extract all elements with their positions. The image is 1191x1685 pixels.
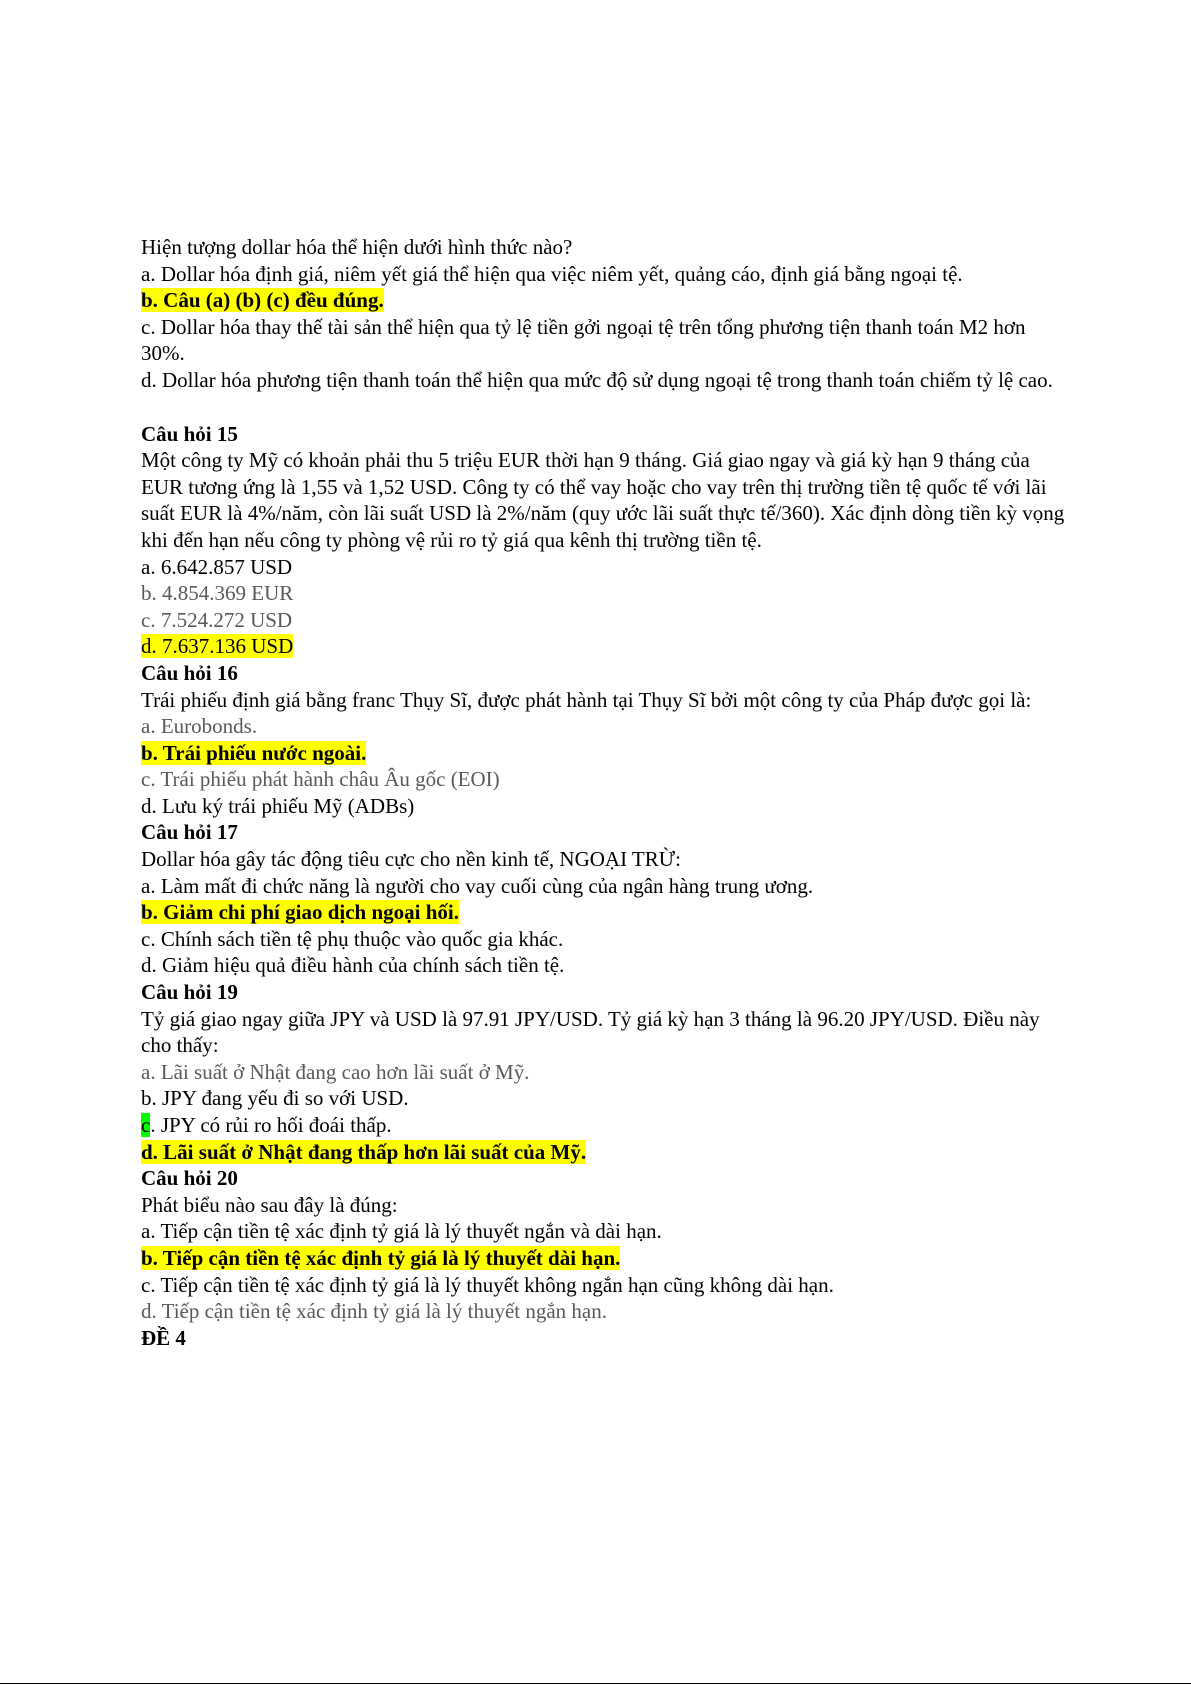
- option-c: c. Tiếp cận tiền tệ xác định tỷ giá là lý thuyết không ngắn hạn cũng không dài hạn.: [141, 1272, 834, 1297]
- question-title-20: Câu hỏi 20: [141, 1166, 238, 1191]
- section-heading: ĐỀ 4: [141, 1325, 186, 1350]
- footer-divider: [0, 1683, 1191, 1684]
- option-d: d. Giảm hiệu quả điều hành của chính sách tiền tệ.: [141, 953, 565, 978]
- option-c: c. Trái phiếu phát hành châu Âu gốc (EOI): [141, 767, 500, 792]
- option-d: d. Dollar hóa phương tiện thanh toán thể hiện qua mức độ sử dụng ngoại tệ trong thanh toán chiếm tỷ lệ cao.: [141, 367, 1053, 392]
- option-b-correct: b. Trái phiếu nước ngoài.: [141, 740, 367, 765]
- option-b: b. JPY đang yếu đi so với USD.: [141, 1086, 409, 1111]
- question-text-15: Một công ty Mỹ có khoản phải thu 5 triệu EUR thời hạn 9 tháng. Giá giao ngay và giá kỳ hạn 9 tháng của EUR tương ứng là 1,55 và 1,52 USD. Công ty có thể vay hoặc cho vay trên thị trường tiền tệ quốc tế với lãi suất EUR là 4%/năm, còn lãi suất USD là 2%/năm (quy ước lãi suất thực tế/360). Xác định dòng tiền kỳ vọng khi đến hạn nếu công ty phòng vệ rủi ro tỷ giá qua kênh thị trường tiền tệ.: [141, 448, 1065, 552]
- question-text: Hiện tượng dollar hóa thể hiện dưới hình thức nào?: [141, 235, 573, 259]
- option-a: a. Dollar hóa định giá, niêm yết giá thể hiện qua việc niêm yết, quảng cáo, định giá bằng ngoại tệ.: [141, 261, 963, 286]
- question-text-17: Dollar hóa gây tác động tiêu cực cho nền kinh tế, NGOẠI TRỪ:: [141, 847, 681, 872]
- option-c: c. Chính sách tiền tệ phụ thuộc vào quốc gia khác.: [141, 926, 564, 951]
- option-c: [141, 1112, 1071, 1139]
- option-d: d. Lưu ký trái phiếu Mỹ (ADBs): [141, 793, 415, 818]
- option-b-correct: b. Tiếp cận tiền tệ xác định tỷ giá là lý thuyết dài hạn.: [141, 1245, 621, 1270]
- option-a: a. Eurobonds.: [141, 714, 258, 739]
- option-b: b. 4.854.369 EUR: [141, 581, 294, 606]
- option-c-letter-highlight: c: [141, 1113, 151, 1137]
- option-a: a. Làm mất đi chức năng là người cho vay cuối cùng của ngân hàng trung ương.: [141, 873, 814, 898]
- option-d-correct: d. Lãi suất ở Nhật đang thấp hơn lãi suất của Mỹ.: [141, 1139, 587, 1164]
- question-text-16: Trái phiếu định giá bằng franc Thụy Sĩ, được phát hành tại Thụy Sĩ bởi một công ty của Pháp được gọi là:: [141, 687, 1032, 712]
- question-title-19: Câu hỏi 19: [141, 980, 238, 1005]
- question-title-17: Câu hỏi 17: [141, 820, 238, 845]
- spacer: [141, 394, 1071, 421]
- option-d: d. Tiếp cận tiền tệ xác định tỷ giá là lý thuyết ngắn hạn.: [141, 1299, 607, 1324]
- option-a: a. Lãi suất ở Nhật đang cao hơn lãi suất ở Mỹ.: [141, 1059, 530, 1084]
- document-page: [141, 234, 1071, 1351]
- option-b-correct: b. Câu (a) (b) (c) đều đúng.: [141, 288, 384, 313]
- option-c-text: . JPY có rủi ro hối đoái thấp.: [150, 1113, 392, 1137]
- option-a: a. Tiếp cận tiền tệ xác định tỷ giá là lý thuyết ngắn và dài hạn.: [141, 1219, 662, 1244]
- option-c: c. Dollar hóa thay thế tài sản thể hiện qua tỷ lệ tiền gởi ngoại tệ trên tổng phương tiện thanh toán M2 hơn 30%.: [141, 314, 1026, 366]
- question-title-16: Câu hỏi 16: [141, 660, 238, 685]
- question-text-19: Tỷ giá giao ngay giữa JPY và USD là 97.91 JPY/USD. Tỷ giá kỳ hạn 3 tháng là 96.20 JPY/USD. Điều này cho thấy:: [141, 1006, 1040, 1058]
- option-c: c. 7.524.272 USD: [141, 607, 293, 632]
- question-title-15: Câu hỏi 15: [141, 421, 238, 446]
- option-b-correct: b. Giảm chi phí giao dịch ngoại hối.: [141, 900, 459, 925]
- option-a: a. 6.642.857 USD: [141, 554, 293, 579]
- question-text-20: Phát biểu nào sau đây là đúng:: [141, 1192, 398, 1217]
- option-d-correct: d. 7.637.136 USD: [141, 634, 294, 659]
